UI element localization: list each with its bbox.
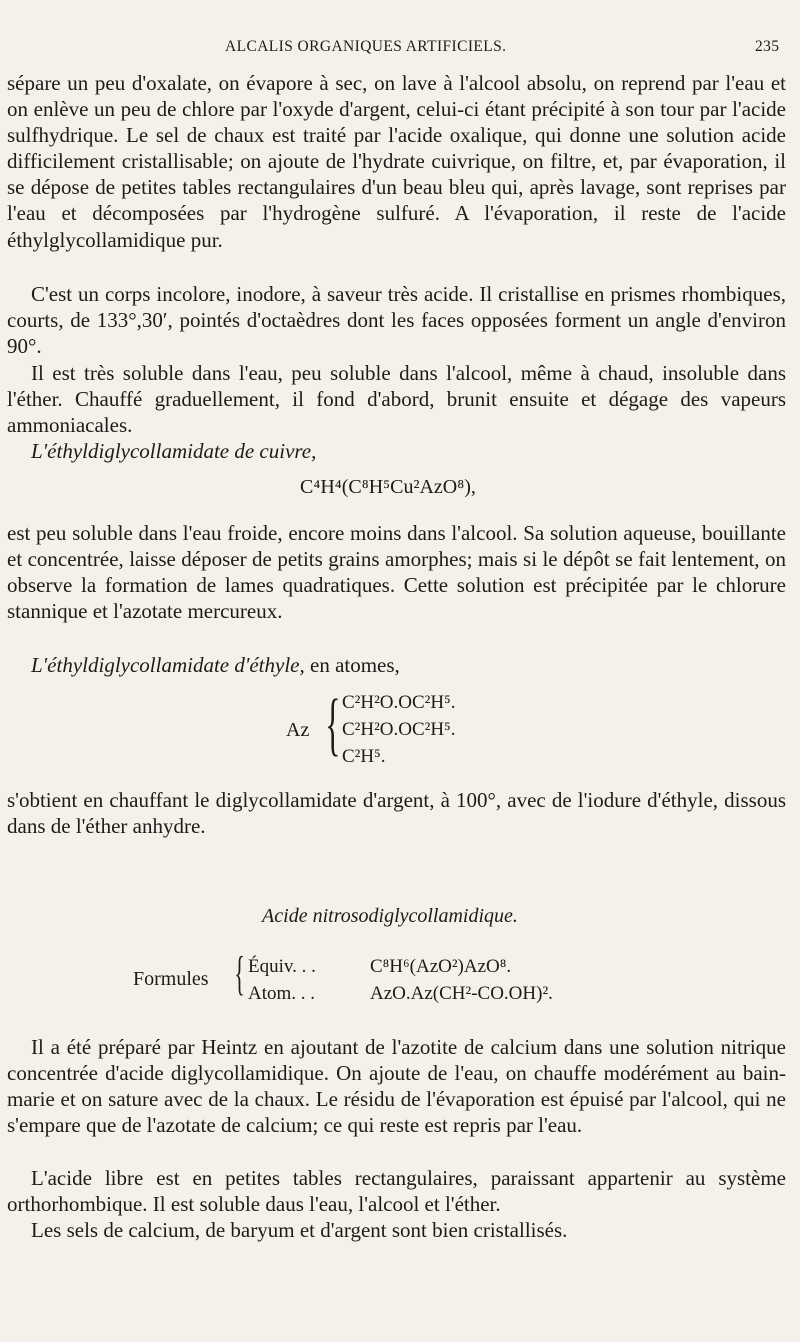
atom-label: Atom. . . — [248, 983, 316, 1004]
formulas-label: Formules — [133, 968, 209, 990]
ethyl-salt-name: L'éthyldiglycollamidate d'éthyle, — [31, 653, 305, 677]
formulas-brace-glyph: { — [234, 947, 245, 1000]
ethyl-formula-line-3: C²H⁵. — [342, 746, 386, 767]
paragraph-nitroso-preparation: Il a été préparé par Heintz en ajoutant de l'azotite de calcium dans une solution nitrique concentrée d'acide diglycollamidique. On ajoute de l'eau, on chauffe modérément au bain-marie et on sature avec de la chaux. Le résidu de l'évaporation est épuisé par l'alcool, qui ne s'empare que de l'azotate de calcium; ce qui reste est repris par l'eau. — [7, 1035, 786, 1138]
ethyl-salt-name-suffix: en atomes, — [304, 653, 400, 677]
paragraph-copper-salt: est peu soluble dans l'eau froide, encore moins dans l'alcool. Sa solution aqueuse, bouillante et concentrée, laisse déposer de petits grains amorphes; mais si le dépôt se fait lentement, on observe la formation de lames quadratiques. Cette solution est précipitée par le chlorure stannique et l'azotate mercureux. — [7, 521, 786, 624]
page-number: 235 — [755, 38, 780, 55]
equiv-label: Équiv. . . — [248, 956, 316, 977]
paragraph-properties: C'est un corps incolore, inodore, à saveur très acide. Il cristallise en prismes rhombiques, courts, de 133°,30′, pointés d'octaèdres dont les faces opposées forment un angle d'environ 90°. — [7, 282, 786, 359]
paragraph-solubility: Il est très soluble dans l'eau, peu soluble dans l'alcool, même à chaud, insoluble dans l'éther. Chauffé graduellement, il fond d'abord, brunit ensuite et dégage des vapeurs ammoniacales. — [7, 361, 786, 438]
ethyl-formula-line-2: C²H²O.OC²H⁵. — [342, 719, 456, 740]
brace-glyph: { — [325, 686, 341, 763]
paragraph-nitroso-crystals: L'acide libre est en petites tables rectangulaires, paraissant appartenir au système orthorhombique. Il est soluble daus l'eau, l'alcool et l'éther. — [7, 1166, 786, 1217]
atom-formula: AzO.Az(CH²-CO.OH)². — [370, 983, 553, 1004]
equiv-formula: C⁸H⁶(AzO²)AzO⁸. — [370, 956, 512, 977]
paragraph-preparation: sépare un peu d'oxalate, on évapore à sec, on lave à l'alcool absolu, on reprend par l'eau et on enlève un peu de chlore par l'oxyde d'argent, celui-ci étant précipité à son tour par l'acide sulfhydrique. Le sel de chaux est traité par l'acide oxalique, qui donne une solution acide difficilement cristallisable; on ajoute de l'hydrate cuivrique, on filtre, et, par évaporation, il se dépose de petites tables rectangulaires d'un beau bleu qui, après lavage, sont reprises par l'eau et décomposées par l'hydrogène sulfuré. A l'évaporation, il reste de l'acide éthylglycollamidique pur. — [7, 71, 786, 252]
paragraph-nitroso-salts: Les sels de calcium, de baryum et d'argent sont bien cristallisés. — [31, 1218, 568, 1242]
section-title: Acide nitrosodiglycollamidique. — [262, 905, 518, 927]
copper-salt-name: L'éthyldiglycollamidate de cuivre, — [31, 439, 317, 463]
page-header — [0, 38, 800, 62]
paragraph-ethyl-salt: s'obtient en chauffant le diglycollamidate d'argent, à 100°, avec de l'iodure d'éthyle, dissous dans de l'éther anhydre. — [7, 788, 786, 839]
ethyl-formula-line-1: C²H²O.OC²H⁵. — [342, 692, 456, 713]
copper-salt-formula: C⁴H⁴(C⁸H⁵Cu²AzO⁸), — [300, 476, 476, 498]
ethyl-salt-heading — [7, 652, 786, 678]
running-title: ALCALIS ORGANIQUES ARTIFICIELS. — [225, 38, 507, 55]
az-symbol: Az — [286, 719, 310, 741]
